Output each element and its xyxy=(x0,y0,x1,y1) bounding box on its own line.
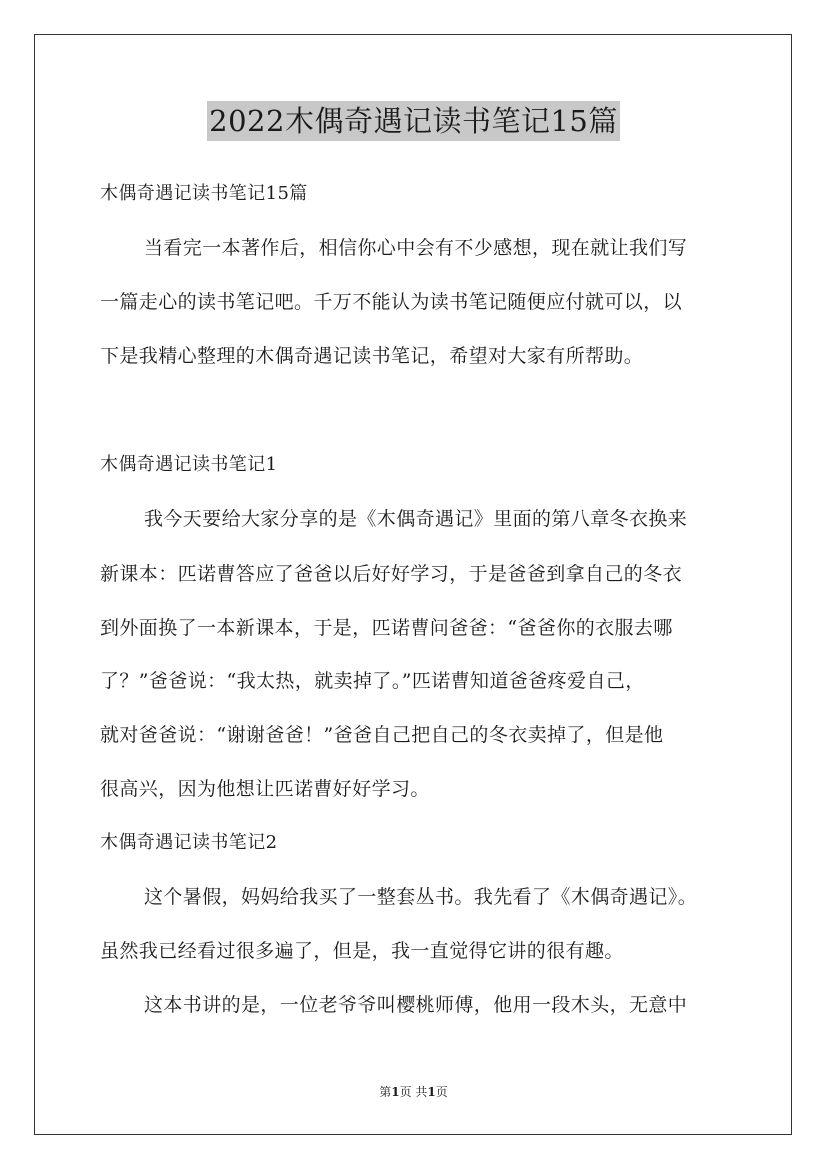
title-container xyxy=(0,101,827,141)
section-2-line-3[interactable]: 这本书讲的是，一位老爷爷叫樱桃师傅，他用一段木头，无意中 xyxy=(144,994,688,1016)
document-title[interactable]: 2022木偶奇遇记读书笔记15篇 xyxy=(207,101,620,141)
section-2-heading[interactable]: 木偶奇遇记读书笔记2 xyxy=(100,832,278,853)
footer-current-page: 1 xyxy=(391,1085,400,1099)
section-1-line-1[interactable]: 我今天要给大家分享的是《木偶奇遇记》里面的第八章冬衣换来 xyxy=(144,508,688,530)
intro-line-3[interactable]: 下是我精心整理的木偶奇遇记读书笔记，希望对大家有所帮助。 xyxy=(100,345,644,367)
footer-page-mid: 页 共 xyxy=(399,1085,428,1099)
section-1-line-2[interactable]: 新课本：匹诺曹答应了爸爸以后好好学习，于是爸爸到拿自己的冬衣 xyxy=(100,563,683,585)
section-1-line-6[interactable]: 很高兴，因为他想让匹诺曹好好学习。 xyxy=(100,778,430,800)
footer-page-prefix: 第 xyxy=(379,1085,392,1099)
page-footer xyxy=(0,1084,827,1100)
intro-line-2[interactable]: 一篇走心的读书笔记吧。千万不能认为读书笔记随便应付就可以，以 xyxy=(100,291,683,313)
section-2-line-1[interactable]: 这个暑假，妈妈给我买了一整套丛书。我先看了《木偶奇遇记》。 xyxy=(144,886,698,908)
document-subtitle[interactable]: 木偶奇遇记读书笔记15篇 xyxy=(100,183,308,204)
section-1-heading[interactable]: 木偶奇遇记读书笔记1 xyxy=(100,454,278,475)
intro-line-1[interactable]: 当看完一本著作后，相信你心中会有不少感想，现在就让我们写 xyxy=(144,237,688,259)
section-2-line-2[interactable]: 虽然我已经看过很多遍了，但是，我一直觉得它讲的很有趣。 xyxy=(100,940,624,962)
section-1-line-3[interactable]: 到外面换了一本新课本，于是，匹诺曹问爸爸：“爸爸你的衣服去哪 xyxy=(100,617,673,639)
section-1-line-4[interactable]: 了？”爸爸说：“我太热，就卖掉了。”匹诺曹知道爸爸疼爱自己， xyxy=(100,670,645,692)
footer-total-pages: 1 xyxy=(427,1085,436,1099)
footer-page-suffix: 页 xyxy=(435,1085,448,1099)
section-1-line-5[interactable]: 就对爸爸说：“谢谢爸爸！”爸爸自己把自己的冬衣卖掉了，但是他 xyxy=(100,724,664,746)
